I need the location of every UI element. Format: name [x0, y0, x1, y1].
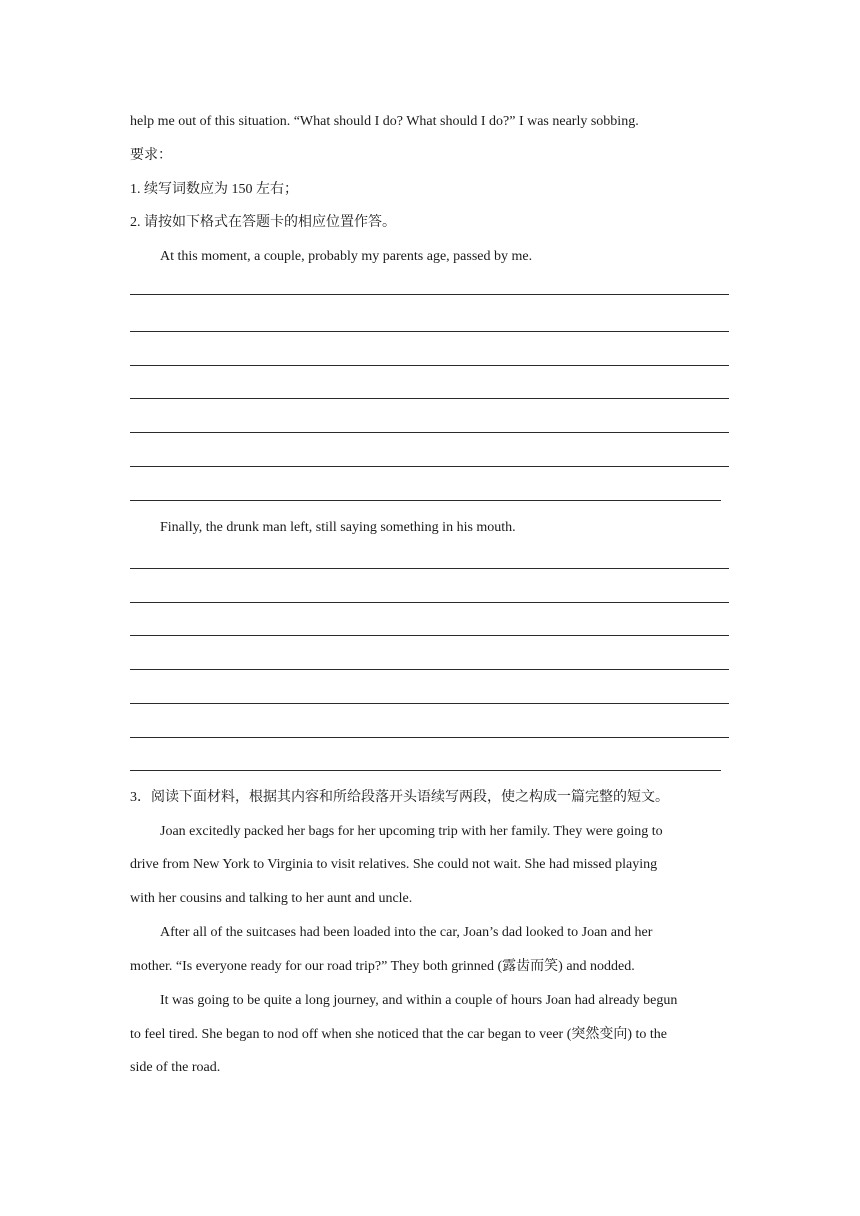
passage-line: to feel tired. She began to nod off when she noticed that the car began to veer (突然变向) to the — [130, 1027, 668, 1042]
answer-line — [130, 568, 729, 569]
paragraph-1-opener: At this moment, a couple, probably my parents age, passed by me. — [160, 249, 533, 264]
paragraph-2-opener: Finally, the drunk man left, still saying something in his mouth. — [160, 520, 516, 535]
passage-line: drive from New York to Virginia to visit relatives. She could not wait. She had missed playing — [130, 857, 658, 872]
passage-line: with her cousins and talking to her aunt and uncle. — [130, 891, 413, 906]
answer-line — [130, 770, 721, 771]
passage-line: Joan excitedly packed her bags for her upcoming trip with her family. They were going to — [160, 824, 663, 839]
answer-line — [130, 500, 721, 501]
continuation-line: help me out of this situation. “What should I do? What should I do?” I was nearly sobbing. — [130, 114, 639, 129]
answer-line — [130, 635, 729, 636]
passage-line: It was going to be quite a long journey, and within a couple of hours Joan had already begun — [160, 993, 678, 1008]
question-3-instruction: 3．阅读下面材料，根据其内容和所给段落开头语续写两段，使之构成一篇完整的短文。 — [130, 790, 669, 805]
answer-line — [130, 466, 729, 467]
answer-line — [130, 398, 729, 399]
answer-line — [130, 737, 729, 738]
passage-line: side of the road. — [130, 1060, 221, 1075]
answer-line — [130, 669, 729, 670]
requirement-format: 2. 请按如下格式在答题卡的相应位置作答。 — [130, 215, 396, 230]
answer-line — [130, 602, 729, 603]
answer-line — [130, 365, 729, 366]
requirements-heading: 要求： — [130, 148, 172, 163]
answer-line — [130, 432, 729, 433]
passage-line: mother. “Is everyone ready for our road trip?” They both grinned (露齿而笑) and nodded. — [130, 959, 635, 974]
answer-line — [130, 703, 729, 704]
passage-line: After all of the suitcases had been loaded into the car, Joan’s dad looked to Joan and her — [160, 925, 653, 940]
requirement-word-count: 1. 续写词数应为 150 左右； — [130, 182, 298, 197]
answer-line — [130, 294, 729, 295]
answer-line — [130, 331, 729, 332]
